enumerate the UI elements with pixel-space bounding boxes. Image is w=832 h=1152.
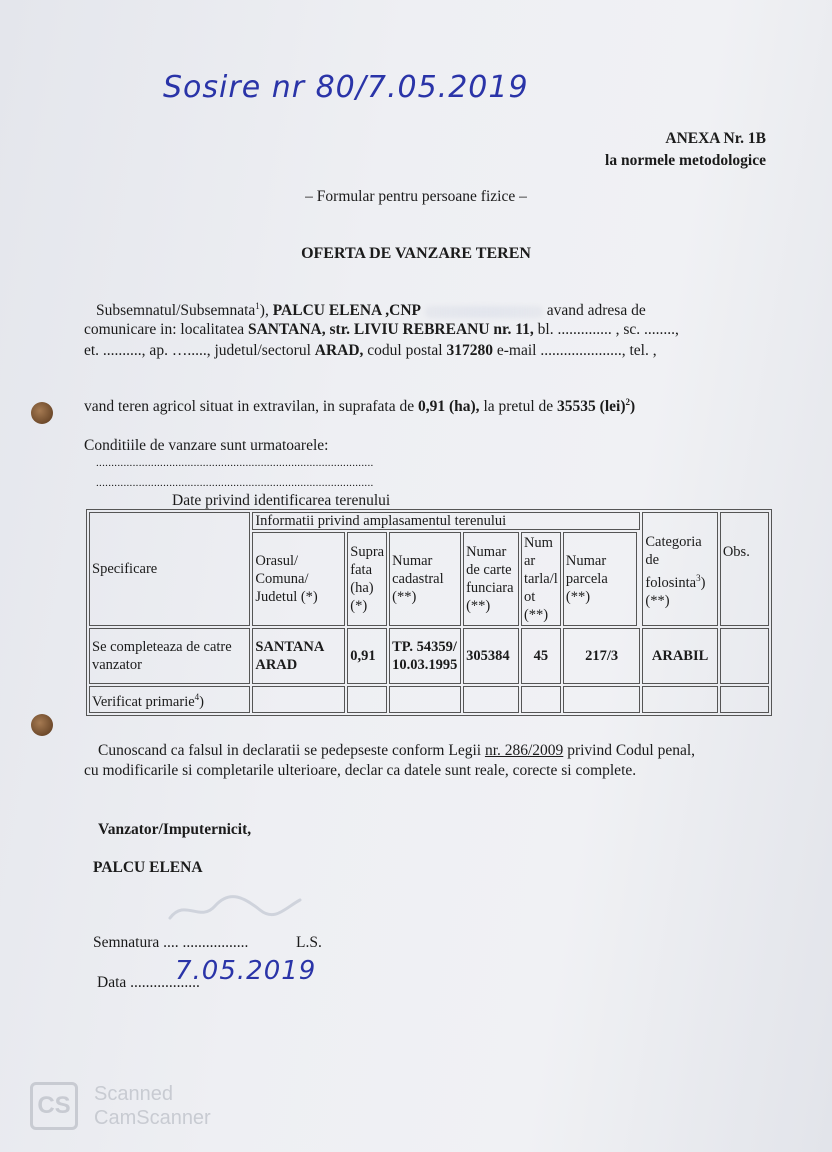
seller-name: PALCU ELENA	[93, 859, 203, 876]
form-subtitle: – Formular pentru persoane fizice –	[305, 188, 527, 205]
footnote-3: 3	[696, 573, 701, 583]
header-location-info: Informatii privind amplasamentul terenului	[252, 512, 640, 530]
conditions-line-2: ...........................................................................................	[96, 477, 374, 489]
header-tarla: Num ar tarla/l ot (**)	[521, 532, 561, 626]
signature-scribble	[165, 888, 305, 928]
offer-area: 0,91 (ha),	[417, 398, 480, 416]
seller-role: Vanzator/Imputernicit,	[98, 821, 252, 838]
land-identification-table	[86, 509, 772, 716]
row-verified-cell	[252, 686, 345, 713]
header-categoria	[642, 512, 717, 626]
row-seller-suprafata: 0,91	[347, 628, 387, 684]
categoria-tail: ) (**)	[645, 574, 706, 609]
row-seller-obs	[720, 628, 769, 684]
header-carte-funciara: Numar de carte funciara (**)	[463, 532, 519, 626]
declarant-paren: ),	[259, 302, 269, 320]
header-obs: Obs.	[720, 512, 769, 626]
camscanner-watermark	[94, 1082, 211, 1130]
declaration-text-tail: privind Codul penal,	[567, 742, 696, 759]
address-intro: avand adresa de	[546, 302, 646, 320]
annex-subtitle: la normele metodologice	[605, 152, 766, 169]
row-verified-cell	[521, 686, 561, 713]
declaration-text: Cunoscand ca falsul in declaratii se pedepseste conform Legii	[98, 742, 482, 759]
offer-price-label: la pretul de	[483, 398, 554, 416]
row-verified-cell	[347, 686, 387, 713]
floor-apt-fields: et. .........., ap. ….....,	[84, 342, 211, 359]
redacted-cnp	[425, 306, 543, 318]
watermark-line-1: Scanned	[94, 1083, 173, 1105]
locality-label: comunicare in: localitatea	[84, 321, 245, 338]
row-seller-categoria: ARABIL	[642, 628, 717, 684]
declaration-line-2: cu modificarile si completarile ulterioare, declar ca datele sunt reale, corecte si complete.	[84, 762, 637, 779]
declarant-line-1	[96, 301, 646, 320]
header-orasul: Orasul/ Comuna/ Judetul (*)	[252, 532, 345, 626]
header-parcela: Numar parcela (**)	[563, 532, 638, 626]
law-reference: nr. 286/2009	[484, 742, 564, 759]
annex-header	[605, 128, 766, 172]
conditions-label: Conditiile de vanzare sunt urmatoarele:	[84, 437, 329, 454]
address-value: SANTANA, str. LIVIU REBREANU nr. 11,	[247, 321, 534, 338]
county-value: ARAD,	[314, 342, 364, 359]
punch-hole-bottom	[31, 714, 53, 736]
table-row-verified	[89, 686, 769, 713]
email-tel-fields: e-mail ....................., tel. ,	[496, 342, 657, 359]
offer-paren: )	[630, 398, 636, 416]
table-row-seller	[89, 628, 769, 684]
punch-hole-top	[31, 402, 53, 424]
conditions-line-1: ...........................................................................................	[96, 457, 374, 469]
footnote-1: 1	[255, 301, 260, 311]
verified-label: Verificat primarie	[92, 693, 195, 710]
block-stair-fields: bl. .............. , sc. ........,	[537, 321, 679, 338]
table-header-row-1	[89, 512, 769, 530]
row-verified-cell	[642, 686, 717, 713]
row-verified-cell	[720, 686, 769, 713]
annex-number: ANEXA Nr. 1B	[665, 130, 766, 147]
camscanner-logo-icon: CS	[30, 1082, 78, 1130]
header-specificare: Specificare	[89, 512, 250, 626]
row-verified-cell	[463, 686, 519, 713]
row-seller-orasul: SANTANA ARAD	[252, 628, 345, 684]
watermark-line-2: CamScanner	[94, 1107, 211, 1129]
declarant-line-2	[84, 321, 679, 339]
offer-text: vand teren agricol situat in extravilan, in suprafata de	[84, 398, 415, 416]
table-caption: Date privind identificarea terenului	[172, 492, 391, 509]
document-title: OFERTA DE VANZARE TEREN	[301, 245, 531, 262]
handwritten-registration-note: Sosire nr 80/7.05.2019	[163, 70, 529, 105]
ls-label: L.S.	[296, 934, 322, 951]
header-cadastral: Numar cadastral (**)	[389, 532, 461, 626]
signature-label: Semnatura .... .................	[93, 934, 249, 951]
row-seller-cadastral: TP. 54359/ 10.03.1995	[389, 628, 461, 684]
header-suprafata: Supra fata (ha) (*)	[347, 532, 387, 626]
offer-price: 35535 (lei)	[557, 398, 626, 416]
declarant-name: PALCU ELENA ,CNP	[272, 302, 421, 320]
row-seller-carte: 305384	[463, 628, 519, 684]
declarant-line-3	[84, 342, 657, 360]
row-seller-tarla: 45	[521, 628, 561, 684]
verified-paren: )	[199, 693, 204, 710]
row-seller-label: Se completeaza de catre vanzator	[89, 628, 250, 684]
row-verified-cell	[389, 686, 461, 713]
declaration-line-1	[98, 742, 695, 760]
postal-code-label: codul postal	[367, 342, 443, 359]
row-verified-label	[89, 686, 250, 713]
handwritten-date: 7.05.2019	[175, 956, 317, 986]
categoria-label: Categoria de folosinta	[645, 534, 702, 591]
row-verified-cell	[563, 686, 640, 713]
date-label: Data ..................	[97, 974, 200, 991]
county-label: judetul/sectorul	[214, 342, 311, 359]
row-seller-parcela: 217/3	[563, 628, 640, 684]
footnote-2: 2	[625, 397, 630, 407]
declarant-prefix: Subsemnatul/Subsemnata	[96, 302, 256, 320]
offer-line	[84, 397, 635, 416]
postal-code-value: 317280	[446, 342, 493, 359]
header-spacer	[639, 532, 640, 626]
footnote-4: 4	[194, 692, 200, 702]
